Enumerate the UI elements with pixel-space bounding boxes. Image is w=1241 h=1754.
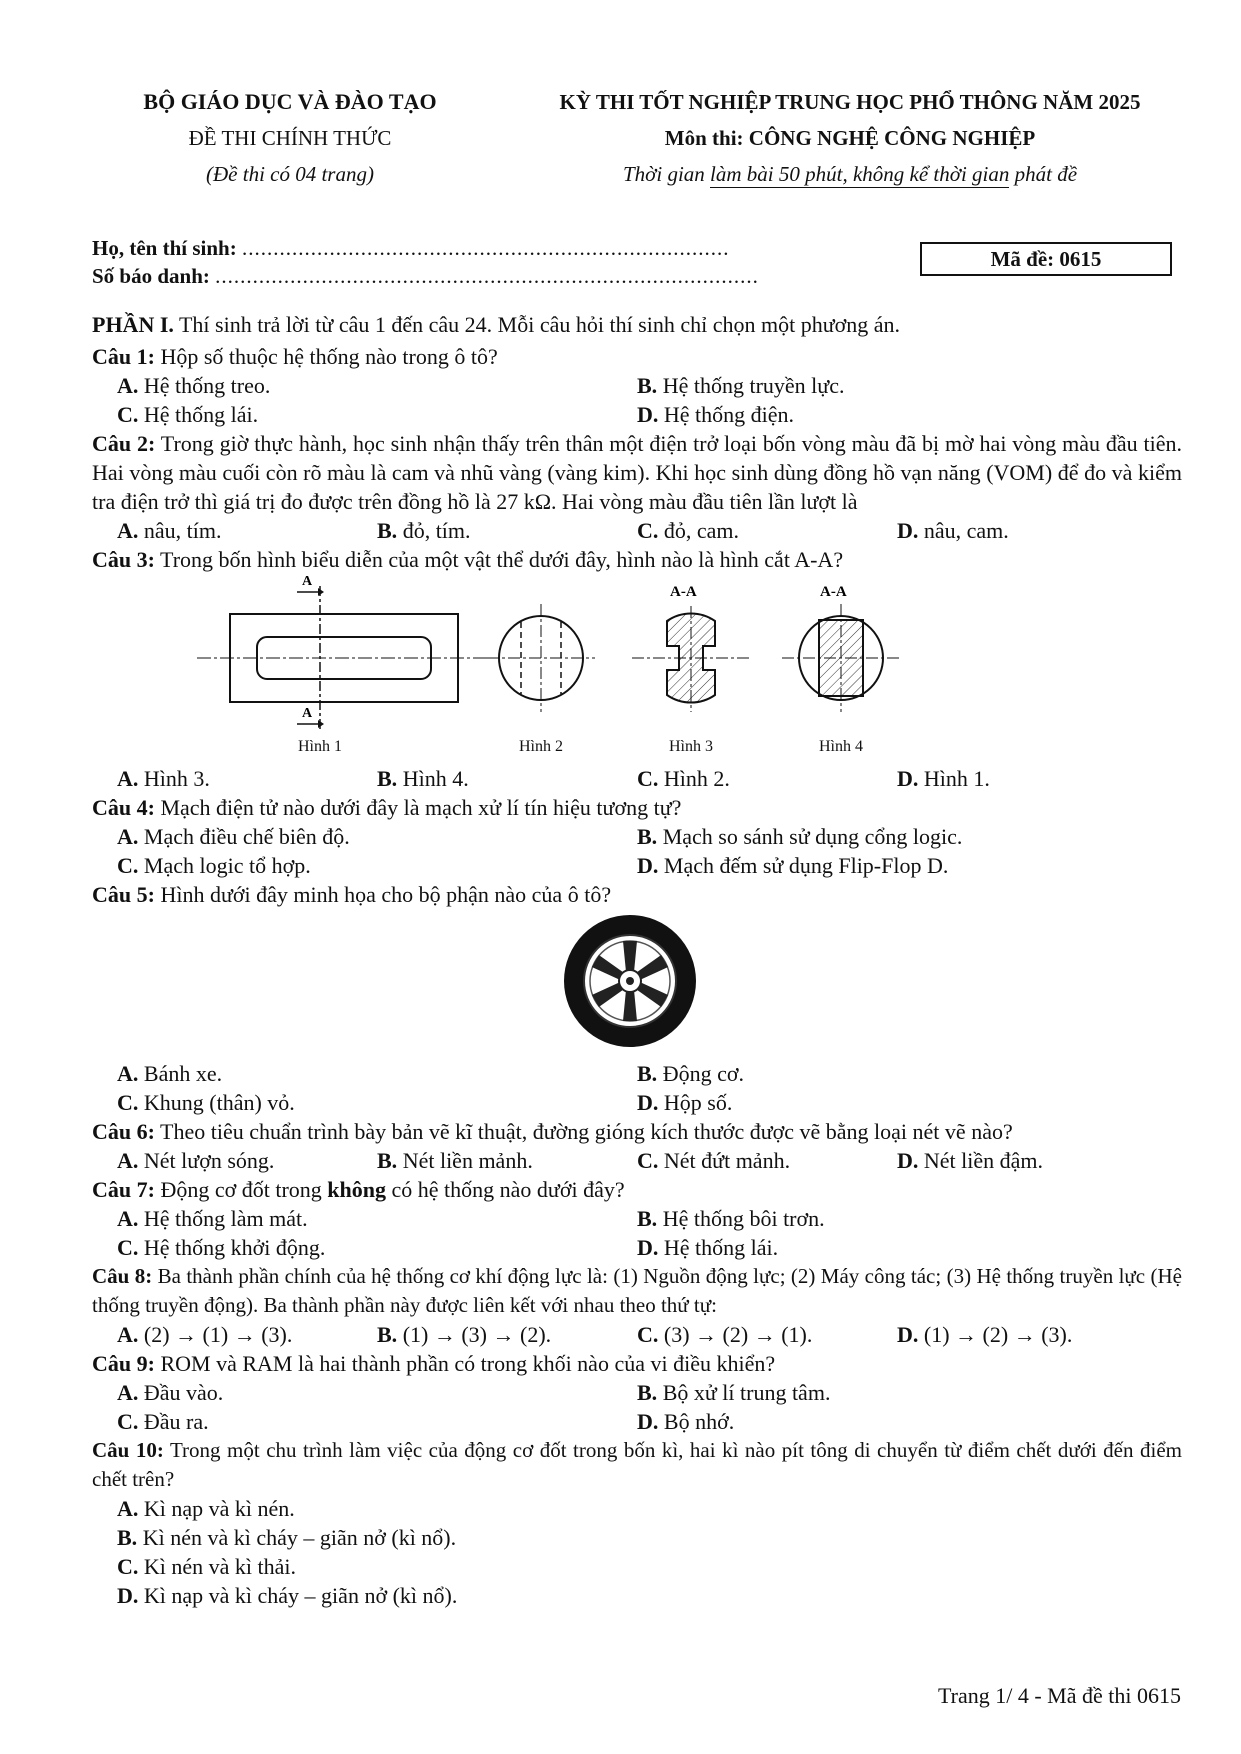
time-note-part: Thời gian [622,162,711,186]
option-text: Kì nạp và kì nén. [143,1496,295,1521]
candidate-id-dots: ....................................................................................... [215,264,759,288]
question-emphasis: không [327,1177,387,1202]
option-letter: B. [637,373,658,398]
option-text: Đầu ra. [143,1409,209,1434]
option-text: đỏ, tím. [402,518,471,543]
option-text: Kì nén và kì thải. [143,1554,297,1579]
option-letter: D. [637,1090,659,1115]
options-row [92,1581,1182,1610]
option-b[interactable] [377,764,469,793]
option-letter: D. [637,1235,659,1260]
question-text: Hình dưới đây minh họa cho bộ phận nào của ô tô? [154,882,612,907]
figure-2 [487,604,595,712]
option-b[interactable] [637,1378,830,1407]
option-a[interactable] [117,1378,223,1407]
page-footer: Trang 1/ 4 - Mã đề thi 0615 [937,1683,1181,1708]
figures-svg [92,574,1182,764]
option-a[interactable] [117,371,270,400]
question-9 [92,1349,1182,1378]
option-a[interactable] [117,1059,222,1088]
candidate-id-label: Số báo danh: [92,264,210,288]
fig1-marker-top: A [302,574,313,589]
option-a[interactable] [117,764,210,793]
option-letter: A. [117,1380,139,1405]
option-letter: B. [637,1380,658,1405]
option-d[interactable] [637,851,948,880]
option-letter: B. [377,518,398,543]
option-text: đỏ, cam. [663,518,740,543]
option-text: Hệ thống bôi trơn. [662,1206,825,1231]
option-c[interactable] [637,1146,790,1175]
option-letter: C. [117,1090,139,1115]
option-text: Nét đứt mảnh. [663,1148,791,1173]
question-5 [92,880,1182,909]
official-exam-label: ĐỀ THI CHÍNH THỨC [188,126,392,150]
option-a[interactable] [117,822,350,851]
question-4 [92,793,1182,822]
options-row [92,1146,1182,1175]
options-row [92,764,1182,793]
option-text: (3) → (2) → (1). [663,1322,813,1347]
candidate-name-dots: .............................................................................. [241,236,730,260]
question-number: Câu 5: [92,882,155,907]
question-1 [92,342,1182,371]
option-text: Hộp số. [663,1090,733,1115]
options-row [92,1059,1182,1088]
option-text: Kì nén và kì cháy – giãn nở (kì nổ). [142,1525,457,1550]
option-text: Hình 2. [663,766,730,791]
question-6 [92,1117,1182,1146]
question-number: Câu 7: [92,1177,155,1202]
option-letter: D. [637,402,659,427]
fig3-label: A-A [670,584,697,600]
option-text: nâu, tím. [143,518,222,543]
option-a[interactable] [117,1204,308,1233]
option-text: Mạch logic tổ hợp. [143,853,311,878]
pages-note: (Đề thi có 04 trang) [206,162,374,186]
option-d[interactable] [637,1233,778,1262]
question-3 [92,545,1182,574]
wheel-icon [564,915,696,1047]
question-text: Mạch điện tử nào dưới đây là mạch xử lí tín hiệu tương tự? [154,795,682,820]
option-letter: B. [377,1148,398,1173]
option-letter: C. [117,1409,139,1434]
option-letter: C. [637,518,659,543]
option-letter: B. [377,1322,398,1347]
option-letter: D. [897,1148,919,1173]
option-b[interactable] [637,1204,825,1233]
options-row [92,516,1182,545]
option-text: Mạch đếm sử dụng Flip-Flop D. [663,853,949,878]
question-number: Câu 3: [92,547,155,572]
question-text: Trong giờ thực hành, học sinh nhận thấy trên thân một điện trở loại bốn vòng màu đã bị mờ hai vòng màu đầu tiên. Hai vòng màu cuối còn rõ màu là cam và nhũ vàng (vàng kim). Khi học sinh dùng đồng hồ vạn năng (VOM) để đo và kiểm tra điện trở thì giá trị đo được trên đồng hồ là 27 kΩ. Hai vòng màu đầu tiên lần lượt là [92,431,1182,514]
option-text: Hệ thống khởi động. [143,1235,326,1260]
section-text: Thí sinh trả lời từ câu 1 đến câu 24. Mỗi câu hỏi thí sinh chỉ chọn một phương án. [173,312,901,337]
option-text: Động cơ. [662,1061,744,1086]
time-note-part: phát đề [1009,162,1078,186]
question-number: Câu 2: [92,431,156,456]
option-letter: A. [117,1061,139,1086]
option-letter: A. [117,373,139,398]
option-b[interactable] [377,1146,533,1175]
option-letter: A. [117,518,139,543]
option-b[interactable] [377,516,471,545]
option-text: (2) → (1) → (3). [143,1322,293,1347]
time-note [500,156,1200,192]
option-text: Bánh xe. [143,1061,223,1086]
candidate-info [92,234,759,290]
figure-4 [782,584,900,712]
option-letter: A. [117,1322,139,1347]
option-text: Kì nạp và kì cháy – giãn nở (kì nổ). [143,1583,458,1608]
option-letter: C. [117,1235,139,1260]
option-a[interactable] [117,516,222,545]
option-text: Hệ thống điện. [663,402,795,427]
option-d[interactable] [897,764,990,793]
option-c[interactable] [637,1320,812,1349]
section-heading [92,310,1182,342]
option-c[interactable] [117,1233,325,1262]
figure-caption-4: Hình 4 [819,738,863,755]
question-text: Động cơ đốt trong [154,1177,328,1202]
option-letter: D. [897,1322,919,1347]
options-row [92,822,1182,851]
option-c[interactable] [117,851,311,880]
fig1-arrowhead-top [318,588,324,596]
candidate-name-label: Họ, tên thí sinh: [92,236,237,260]
time-note-underlined: làm bài 50 phút, không kể thời gian [710,162,1010,186]
figure-caption-3: Hình 3 [669,738,713,755]
question-text: Theo tiêu chuẩn trình bày bản vẽ kĩ thuật, đường gióng kích thước được vẽ bằng loại nét vẽ nào? [154,1119,1013,1144]
option-b[interactable] [117,1523,456,1552]
option-text: Mạch so sánh sử dụng cổng logic. [662,824,963,849]
option-text: Khung (thân) vỏ. [143,1090,295,1115]
question-number: Câu 10: [92,1438,164,1462]
option-text: Nét liền mảnh. [402,1148,533,1173]
question-8 [92,1262,1182,1320]
option-text: Nét liền đậm. [923,1148,1044,1173]
option-letter: C. [117,402,139,427]
option-d[interactable] [117,1581,457,1610]
option-c[interactable] [117,400,258,429]
option-letter: C. [117,853,139,878]
option-d[interactable] [897,1320,1072,1349]
question-10 [92,1436,1182,1494]
option-text: Hệ thống lái. [143,402,259,427]
candidate-id-line [92,262,759,290]
question-text: Trong bốn hình biểu diễn của một vật thể dưới đây, hình nào là hình cắt A-A? [154,547,844,572]
option-text: (1) → (3) → (2). [402,1322,552,1347]
question-number: Câu 1: [92,344,155,369]
option-d[interactable] [897,1146,1043,1175]
option-a[interactable] [117,1494,295,1523]
option-letter: A. [117,1206,139,1231]
hub-center [626,977,634,985]
option-letter: C. [637,1322,659,1347]
question-number: Câu 9: [92,1351,155,1376]
option-letter: C. [117,1554,139,1579]
section-view-figures [92,574,1182,764]
options-row [92,1523,1182,1552]
fig4-label: A-A [820,584,847,600]
question-7 [92,1175,1182,1204]
figure-caption-2: Hình 2 [519,738,563,755]
options-row [92,400,1182,429]
options-row [92,1233,1182,1262]
option-b[interactable] [637,371,844,400]
figure-1 [197,574,490,732]
option-c[interactable] [117,1088,295,1117]
option-letter: B. [377,766,398,791]
option-text: Đầu vào. [143,1380,224,1405]
question-number: Câu 8: [92,1264,153,1288]
option-letter: A. [117,1148,139,1173]
question-text: Hộp số thuộc hệ thống nào trong ô tô? [154,344,498,369]
option-letter: C. [637,1148,659,1173]
option-letter: C. [637,766,659,791]
options-row [92,1494,1182,1523]
candidate-name-line [92,234,759,262]
option-d[interactable] [637,400,794,429]
question-text: có hệ thống nào dưới đây? [386,1177,625,1202]
option-letter: A. [117,824,139,849]
option-text: (1) → (2) → (3). [923,1322,1073,1347]
question-number: Câu 6: [92,1119,155,1144]
options-row [92,1320,1182,1349]
option-c[interactable] [117,1552,296,1581]
wheel-figure [92,909,1182,1059]
option-text: Hình 3. [143,766,210,791]
option-letter: B. [637,824,658,849]
option-letter: D. [897,766,919,791]
option-b[interactable] [637,822,962,851]
option-letter: A. [117,766,139,791]
option-d[interactable] [897,516,1009,545]
option-b[interactable] [637,1059,744,1088]
option-d[interactable] [637,1407,734,1436]
option-c[interactable] [637,764,730,793]
fig1-marker-bottom: A [302,706,313,721]
option-letter: B. [637,1061,658,1086]
question-text: ROM và RAM là hai thành phần có trong khối nào của vi điều khiển? [154,1351,776,1376]
options-row [92,1552,1182,1581]
question-2 [92,429,1182,516]
wheel-svg [92,909,1182,1059]
option-text: Bộ xử lí trung tâm. [662,1380,831,1405]
subject: Môn thi: CÔNG NGHỆ CÔNG NGHIỆP [664,126,1036,150]
question-text: Ba thành phần chính của hệ thống cơ khí động lực là: (1) Nguồn động lực; (2) Máy công tác; (3) Hệ thống truyền lực (Hệ thống truyền động). Ba thành phần này được liên kết với nhau theo thứ tự: [92,1264,1182,1317]
option-d[interactable] [637,1088,732,1117]
figure-3 [632,584,750,712]
options-row [92,1378,1182,1407]
option-a[interactable] [117,1146,274,1175]
figure-caption-1: Hình 1 [298,738,342,755]
question-text: Trong một chu trình làm việc của động cơ đốt trong bốn kì, hai kì nào pít tông di chuyển từ điểm chết dưới đến điểm chết trên? [92,1438,1182,1491]
ministry-name: BỘ GIÁO DỤC VÀ ĐÀO TẠO [143,89,437,114]
option-text: Nét lượn sóng. [143,1148,275,1173]
section-label: PHẦN I. [92,312,174,337]
options-row [92,371,1182,400]
option-letter: A. [117,1496,139,1521]
question-number: Câu 4: [92,795,155,820]
option-text: Hệ thống truyền lực. [662,373,845,398]
option-text: Hệ thống treo. [143,373,271,398]
options-row [92,1088,1182,1117]
fig1-arrowhead-bottom [318,720,324,728]
header-left [95,84,485,192]
option-b[interactable] [377,1320,551,1349]
header-right [500,84,1200,192]
option-letter: B. [117,1525,138,1550]
option-text: Hình 1. [923,766,990,791]
exam-code-box: Mã đề: 0615 [920,242,1172,276]
option-text: Hệ thống lái. [663,1235,779,1260]
option-c[interactable] [117,1407,209,1436]
option-text: Bộ nhớ. [663,1409,735,1434]
options-row [92,1204,1182,1233]
exam-body [92,310,1182,1610]
option-text: Hình 4. [402,766,469,791]
option-letter: D. [897,518,919,543]
option-text: nâu, cam. [923,518,1009,543]
option-a[interactable] [117,1320,292,1349]
option-letter: D. [637,1409,659,1434]
option-letter: D. [117,1583,139,1608]
options-row [92,1407,1182,1436]
option-text: Hệ thống làm mát. [143,1206,308,1231]
option-letter: D. [637,853,659,878]
option-c[interactable] [637,516,739,545]
option-letter: B. [637,1206,658,1231]
options-row [92,851,1182,880]
exam-title: KỲ THI TỐT NGHIỆP TRUNG HỌC PHỔ THÔNG NĂM 2025 [559,90,1141,114]
option-text: Mạch điều chế biên độ. [143,824,350,849]
